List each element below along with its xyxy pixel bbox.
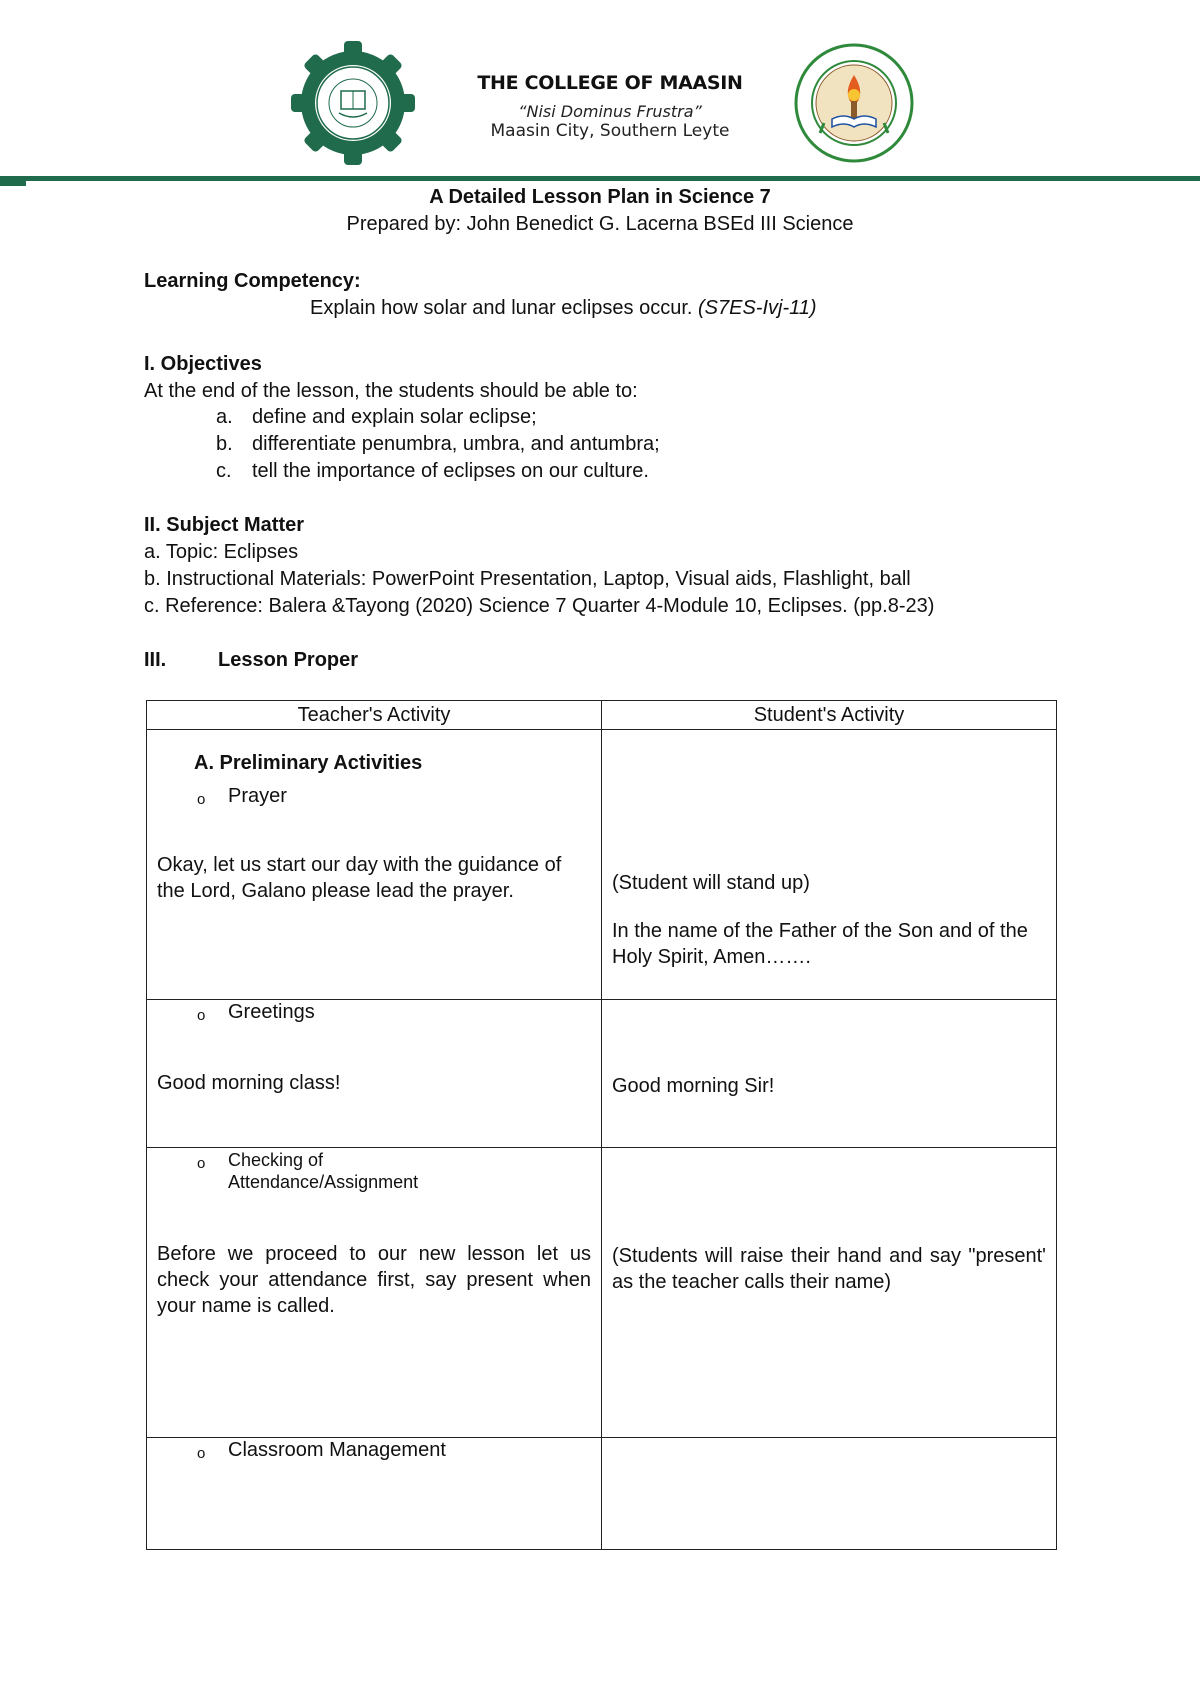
student-text-prayer-2: In the name of the Father of the Son and of the Holy Spirit, Amen……. — [612, 920, 1028, 968]
bullet-circle-icon: o — [197, 1007, 206, 1024]
bullet-circle-icon: o — [197, 1445, 206, 1462]
subject-matter-list — [144, 539, 934, 620]
school-motto: “Nisi Dominus Frustra” — [518, 102, 702, 121]
teacher-cell-management — [147, 1438, 602, 1550]
bullet-circle-icon: o — [197, 791, 206, 808]
school-header — [430, 72, 790, 141]
learning-competency-label: Learning Competency: — [144, 270, 361, 292]
bullet-circle-icon: o — [197, 1155, 206, 1172]
table-header-row — [147, 701, 1057, 730]
subject-matter-materials: b. Instructional Materials: PowerPoint Presentation, Laptop, Visual aids, Flashlight, ball — [144, 568, 911, 590]
school-city: Maasin City, Southern Leyte — [490, 121, 730, 141]
student-text-attendance: (Students will raise their hand and say "present' as the teacher calls their name) — [612, 1245, 1046, 1293]
header-rule — [0, 176, 1200, 181]
student-cell-greetings — [602, 1000, 1057, 1148]
bullet-prayer: o Prayer — [197, 785, 287, 808]
teacher-cell-prayer — [147, 730, 602, 1000]
table-row-attendance — [147, 1148, 1057, 1438]
bullet-greetings: o Greetings — [197, 1001, 315, 1024]
lesson-proper-number: III. — [144, 649, 167, 671]
teacher-cell-attendance — [147, 1148, 602, 1438]
objective-item: a. define and explain solar eclipse; — [216, 406, 537, 428]
objectives-list — [216, 404, 660, 485]
lesson-proper-table — [146, 700, 1057, 1550]
subject-matter-reference: c. Reference: Balera &Tayong (2020) Science 7 Quarter 4-Module 10, Eclipses. (pp.8-23) — [144, 595, 935, 617]
student-cell-prayer — [602, 730, 1057, 1000]
competency-code: (S7ES-Ivj-11) — [698, 297, 817, 319]
college-seal-logo — [280, 40, 426, 166]
objective-item: b. differentiate penumbra, umbra, and antumbra; — [216, 433, 660, 455]
teacher-text-attendance: Before we proceed to our new lesson let us check your attendance first, say present when your name is called. — [157, 1243, 591, 1317]
student-cell-management — [602, 1438, 1057, 1550]
objective-item: c. tell the importance of eclipses on our culture. — [216, 460, 649, 482]
student-text-greetings: Good morning Sir! — [612, 1075, 775, 1097]
bullet-management: o Classroom Management — [197, 1439, 446, 1462]
bullet-attendance: o Checking of Attendance/Assignment — [197, 1150, 419, 1192]
student-text-prayer-1: (Student will stand up) — [612, 872, 810, 894]
learning-competency-text — [310, 295, 817, 321]
table-row-management — [147, 1438, 1057, 1550]
prepared-by: Prepared by: John Benedict G. Lacerna BSEd III Science — [346, 213, 854, 235]
column-header-teacher: Teacher's Activity — [147, 701, 602, 730]
lesson-proper-title: Lesson Proper — [218, 649, 359, 671]
teacher-cell-greetings — [147, 1000, 602, 1148]
competency-statement: Explain how solar and lunar eclipses occur. — [310, 297, 693, 319]
student-cell-attendance — [602, 1148, 1057, 1438]
table-row-prayer — [147, 730, 1057, 1000]
column-header-student: Student's Activity — [602, 701, 1057, 730]
document-title: A Detailed Lesson Plan in Science 7 — [429, 186, 771, 208]
objectives-heading: I. Objectives — [144, 353, 262, 375]
school-name: THE COLLEGE OF MAASIN — [477, 72, 743, 94]
teacher-text-prayer: Okay, let us start our day with the guidance of the Lord, Galano please lead the prayer. — [157, 854, 562, 902]
subject-matter-topic: a. Topic: Eclipses — [144, 541, 299, 563]
table-row-greetings — [147, 1000, 1057, 1148]
objectives-intro: At the end of the lesson, the students should be able to: — [144, 380, 638, 402]
lesson-proper-heading — [144, 647, 358, 673]
teacher-text-greetings: Good morning class! — [157, 1072, 341, 1094]
subject-matter-heading: II. Subject Matter — [144, 514, 305, 536]
preliminary-activities-heading: A. Preliminary Activities — [194, 752, 423, 774]
liberal-arts-education-seal-logo — [792, 42, 916, 164]
